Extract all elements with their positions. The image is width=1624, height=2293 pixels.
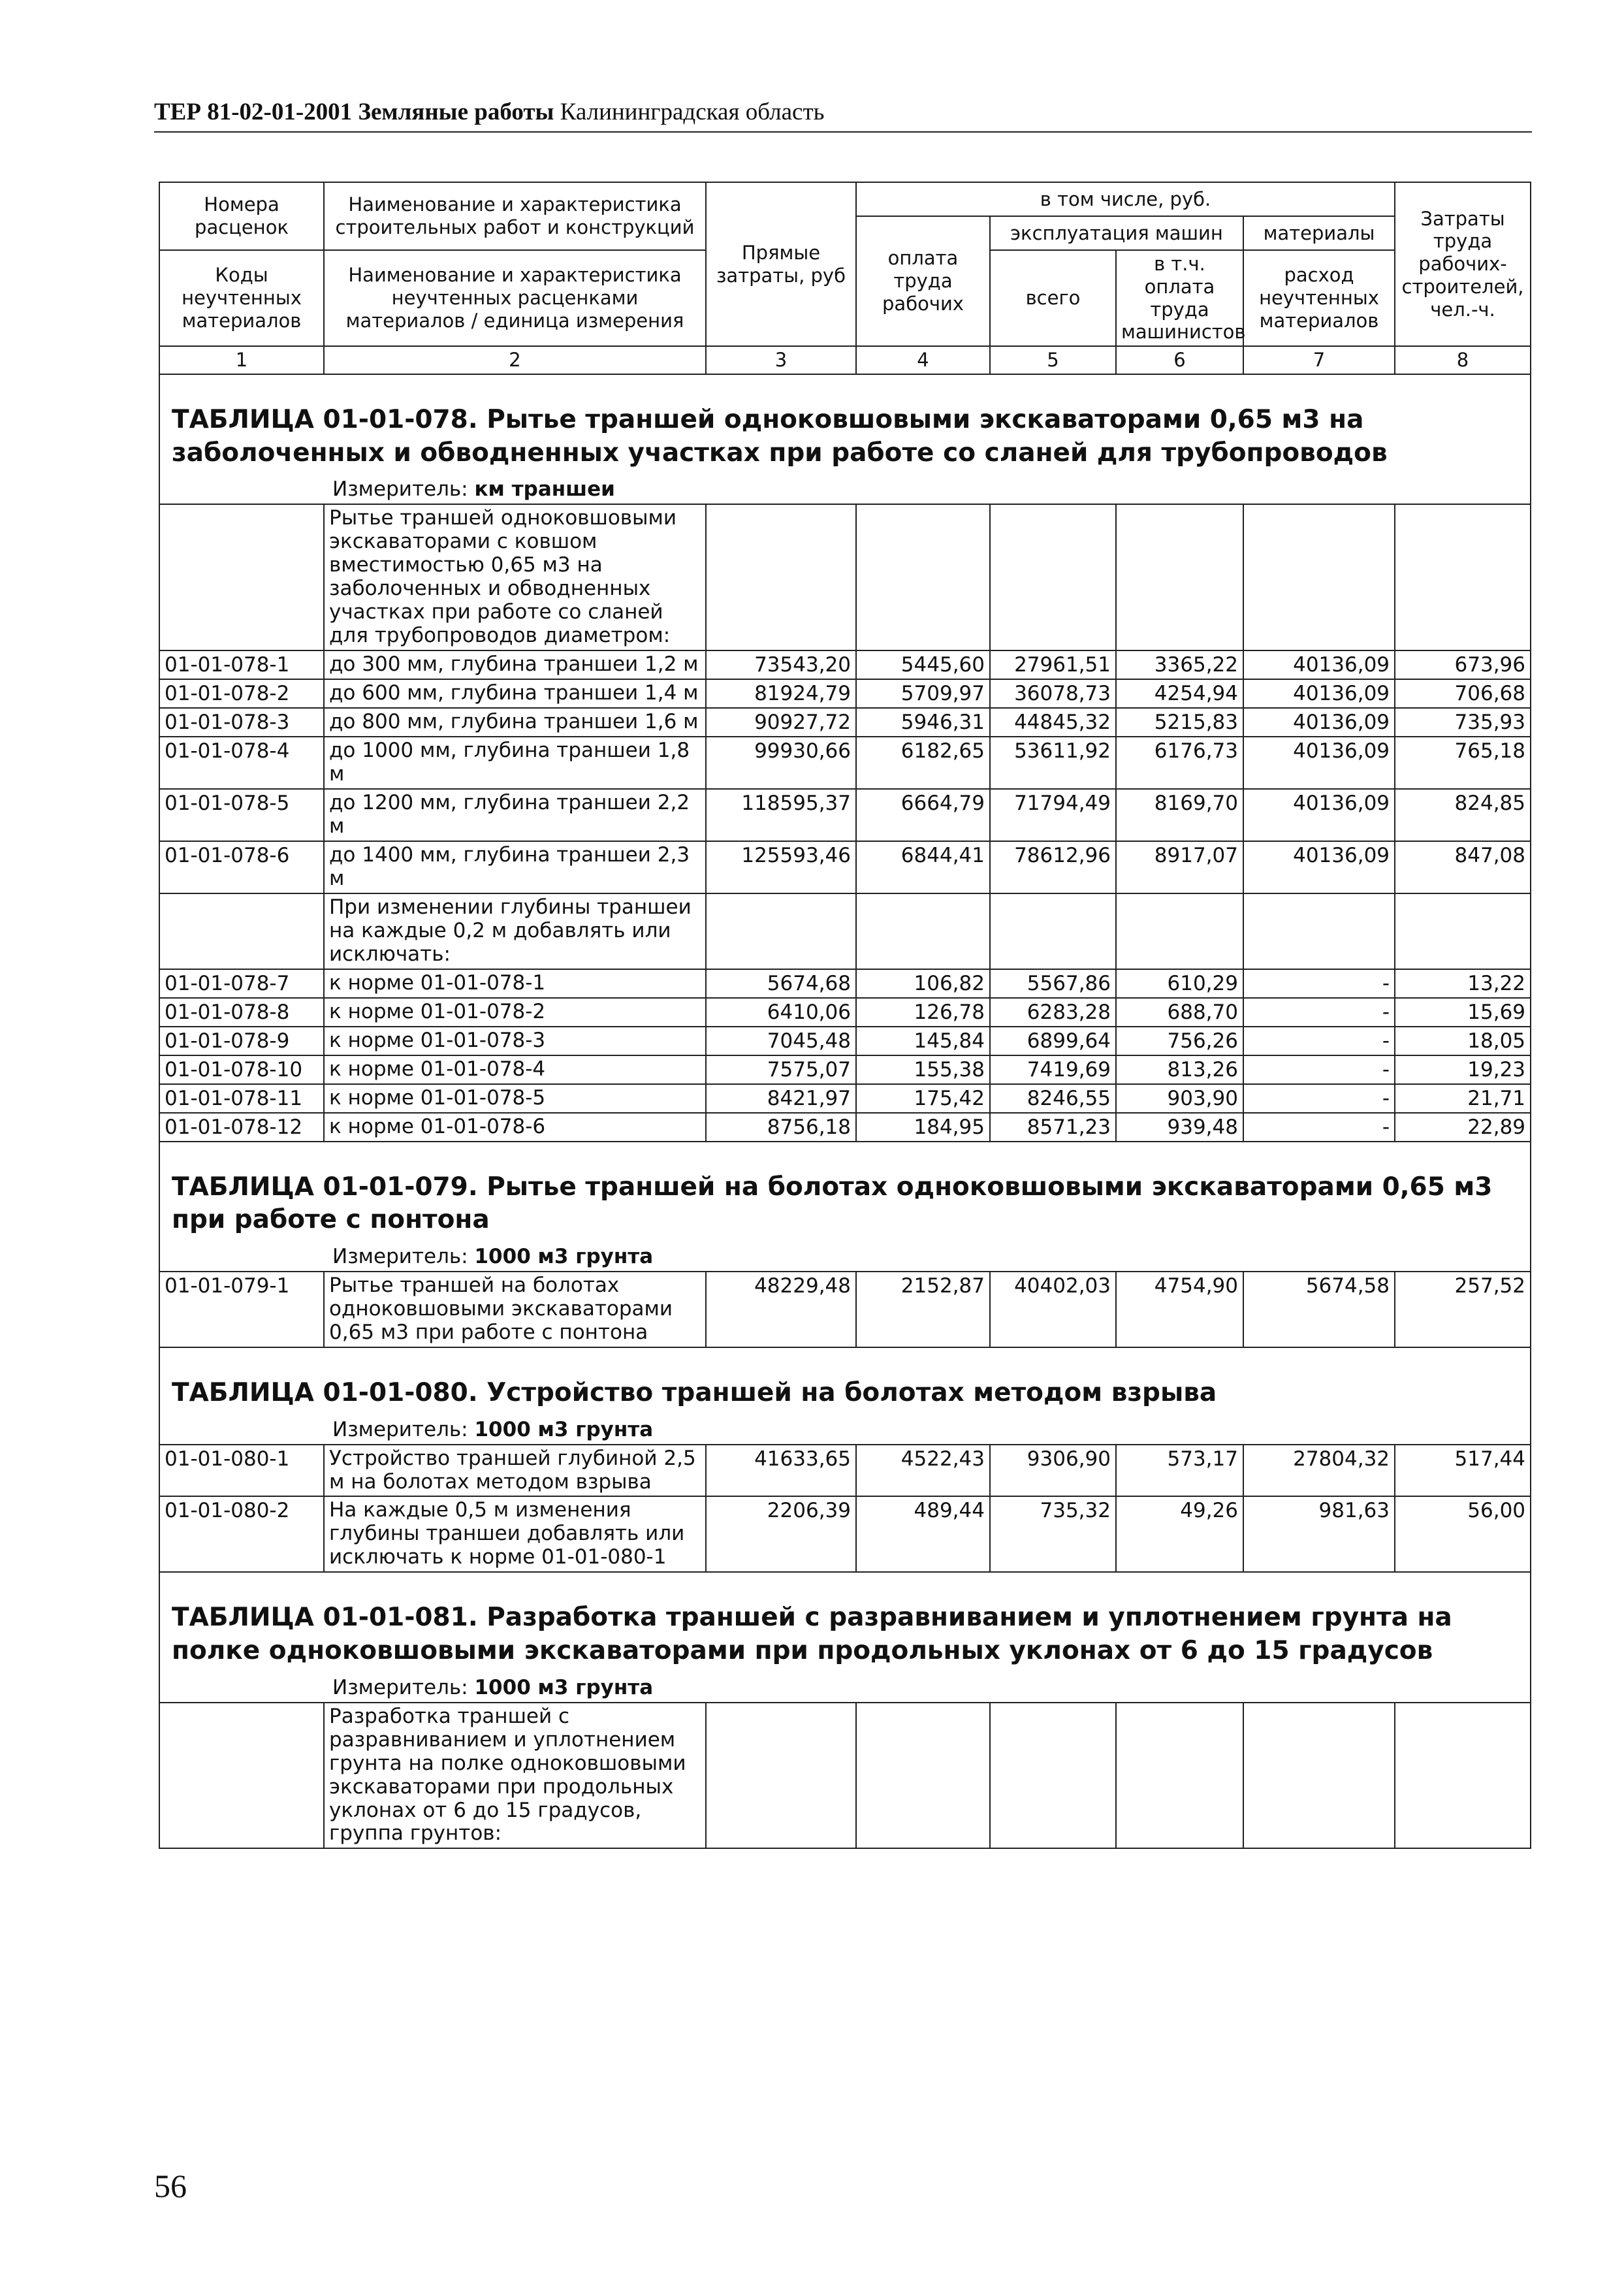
col-header-operator-wages: в т.ч. оплата труда машинистов: [1116, 250, 1243, 346]
section-title-row: [159, 1142, 1531, 1242]
table-row: [159, 1027, 1531, 1055]
machine-costs: 44845,32: [990, 708, 1116, 737]
col-header-group: в том числе, руб.: [856, 182, 1395, 216]
measure-label: Измеритель:: [332, 477, 475, 502]
price-table-document: [159, 182, 1530, 1849]
column-numbers-row: [159, 346, 1531, 374]
worker-wages: 5709,97: [856, 679, 990, 708]
material-usage: 40136,09: [1243, 737, 1395, 789]
work-description: до 1200 мм, глубина траншеи 2,2 м: [324, 789, 706, 841]
section-title: ТАБЛИЦА 01-01-079. Рытье траншей на болотах одноковшовыми экскаваторами 0,65 м3 при работе с понтона: [172, 1172, 1493, 1235]
col-header-labor: Затраты труда рабочих-строителей, чел.-ч.: [1395, 182, 1531, 346]
table-row: [159, 650, 1531, 679]
rate-code: 01-01-078-12: [159, 1113, 324, 1142]
col-number: 8: [1395, 346, 1531, 374]
rate-code: 01-01-078-9: [159, 1027, 324, 1055]
measure-label: Измеритель:: [332, 1675, 475, 1699]
machine-costs: 8571,23: [990, 1113, 1116, 1142]
col-header-direct-costs: Прямые затраты, руб: [706, 182, 856, 346]
col-number: 7: [1243, 346, 1395, 374]
section-title-cell: [159, 1572, 1531, 1673]
operator-wages: 903,90: [1116, 1084, 1243, 1113]
work-description: до 1400 мм, глубина траншеи 2,3 м: [324, 841, 706, 893]
header-region: Калининградская область: [560, 99, 825, 125]
material-usage: 27804,32: [1243, 1445, 1395, 1497]
material-usage: 40136,09: [1243, 708, 1395, 737]
labor-hours: 22,89: [1395, 1113, 1531, 1142]
header-subject: Земляные работы: [358, 99, 554, 125]
material-usage: -: [1243, 1027, 1395, 1055]
direct-costs: 118595,37: [706, 789, 856, 841]
direct-costs: 99930,66: [706, 737, 856, 789]
material-usage: -: [1243, 998, 1395, 1027]
operator-wages: [1116, 893, 1243, 969]
work-description: к норме 01-01-078-4: [324, 1055, 706, 1084]
direct-costs: 8421,97: [706, 1084, 856, 1113]
operator-wages: 5215,83: [1116, 708, 1243, 737]
work-description: Рытье траншей на болотах одноковшовыми экскаваторами 0,65 м3 при работе с понтона: [324, 1272, 706, 1347]
direct-costs: 2206,39: [706, 1496, 856, 1572]
labor-hours: [1395, 893, 1531, 969]
rate-code: [159, 1703, 324, 1849]
direct-costs: 48229,48: [706, 1272, 856, 1347]
machine-costs: 40402,03: [990, 1272, 1116, 1347]
table-body: [159, 374, 1531, 1848]
section-title: ТАБЛИЦА 01-01-078. Рытье траншей одноковшовыми экскаваторами 0,65 м3 на заболоченных и обводненных участках при работе со сланей для трубопроводов: [172, 404, 1388, 468]
work-description: до 800 мм, глубина траншеи 1,6 м: [324, 708, 706, 737]
rate-code: 01-01-078-4: [159, 737, 324, 789]
material-usage: [1243, 893, 1395, 969]
material-usage: -: [1243, 1084, 1395, 1113]
work-description: При изменении глубины траншеи на каждые 0,2 м добавлять или исключать:: [324, 893, 706, 969]
material-usage: 40136,09: [1243, 789, 1395, 841]
worker-wages: 6182,65: [856, 737, 990, 789]
worker-wages: 489,44: [856, 1496, 990, 1572]
rate-code: [159, 504, 324, 650]
material-usage: 40136,09: [1243, 679, 1395, 708]
rate-code: 01-01-078-11: [159, 1084, 324, 1113]
col-header-materials: материалы: [1243, 216, 1395, 250]
machine-costs: 27961,51: [990, 650, 1116, 679]
table-row: [159, 1272, 1531, 1347]
machine-costs: [990, 1703, 1116, 1849]
machine-costs: 735,32: [990, 1496, 1116, 1572]
operator-wages: [1116, 1703, 1243, 1849]
section-title-cell: [159, 374, 1531, 475]
section-title-row: [159, 1572, 1531, 1673]
table-row: [159, 789, 1531, 841]
machine-costs: 78612,96: [990, 841, 1116, 893]
operator-wages: 4754,90: [1116, 1272, 1243, 1347]
machine-costs: [990, 893, 1116, 969]
worker-wages: 155,38: [856, 1055, 990, 1084]
col-number: 2: [324, 346, 706, 374]
machine-costs: 7419,69: [990, 1055, 1116, 1084]
worker-wages: 5946,31: [856, 708, 990, 737]
worker-wages: [856, 893, 990, 969]
direct-costs: 73543,20: [706, 650, 856, 679]
machine-costs: 36078,73: [990, 679, 1116, 708]
operator-wages: 939,48: [1116, 1113, 1243, 1142]
work-description: к норме 01-01-078-5: [324, 1084, 706, 1113]
machine-costs: 9306,90: [990, 1445, 1116, 1497]
table-row: [159, 504, 1531, 650]
measure-unit: 1000 м3 грунта: [474, 1675, 654, 1699]
section-title: ТАБЛИЦА 01-01-080. Устройство траншей на болотах методом взрыва: [172, 1377, 1217, 1407]
material-usage: 981,63: [1243, 1496, 1395, 1572]
section-title: ТАБЛИЦА 01-01-081. Разработка траншей с разравниванием и уплотнением грунта на полке одноковшовыми экскаваторами при продольных уклонах от 6 до 15 градусов: [172, 1603, 1452, 1666]
operator-wages: 8169,70: [1116, 789, 1243, 841]
table-row: [159, 998, 1531, 1027]
machine-costs: [990, 504, 1116, 650]
labor-hours: 765,18: [1395, 737, 1531, 789]
labor-hours: 706,68: [1395, 679, 1531, 708]
operator-wages: 756,26: [1116, 1027, 1243, 1055]
table-row: [159, 1496, 1531, 1572]
col-header-name-top: Наименование и характеристика строительных работ и конструкций: [324, 182, 706, 250]
direct-costs: 7575,07: [706, 1055, 856, 1084]
rate-code: [159, 893, 324, 969]
operator-wages: 49,26: [1116, 1496, 1243, 1572]
col-number: 4: [856, 346, 990, 374]
labor-hours: 824,85: [1395, 789, 1531, 841]
direct-costs: [706, 893, 856, 969]
work-description: Разработка траншей с разравниванием и уплотнением грунта на полке одноковшовыми экскаваторами при продольных уклонах от 6 до 15 градусов, группа грунтов:: [324, 1703, 706, 1849]
worker-wages: 106,82: [856, 969, 990, 998]
rate-code: 01-01-078-10: [159, 1055, 324, 1084]
labor-hours: [1395, 504, 1531, 650]
section-title-row: [159, 374, 1531, 475]
col-header-wages: оплата труда рабочих: [856, 216, 990, 346]
table-row: [159, 893, 1531, 969]
measure-unit: км траншеи: [474, 477, 615, 502]
direct-costs: [706, 504, 856, 650]
material-usage: 40136,09: [1243, 841, 1395, 893]
labor-hours: 517,44: [1395, 1445, 1531, 1497]
header-code: ТЕР 81-02-01-2001: [154, 99, 353, 125]
worker-wages: 6844,41: [856, 841, 990, 893]
rate-code: 01-01-078-6: [159, 841, 324, 893]
operator-wages: 610,29: [1116, 969, 1243, 998]
worker-wages: 2152,87: [856, 1272, 990, 1347]
worker-wages: 184,95: [856, 1113, 990, 1142]
machine-costs: 71794,49: [990, 789, 1116, 841]
work-description: к норме 01-01-078-3: [324, 1027, 706, 1055]
labor-hours: [1395, 1703, 1531, 1849]
direct-costs: [706, 1703, 856, 1849]
rate-code: 01-01-078-3: [159, 708, 324, 737]
col-header-codes-top: Номера расценок: [159, 182, 324, 250]
measure-unit: 1000 м3 грунта: [474, 1417, 654, 1441]
direct-costs: 41633,65: [706, 1445, 856, 1497]
material-usage: [1243, 504, 1395, 650]
table-row: [159, 737, 1531, 789]
section-measure-row: [159, 475, 1531, 504]
labor-hours: 19,23: [1395, 1055, 1531, 1084]
machine-costs: 53611,92: [990, 737, 1116, 789]
material-usage: 5674,58: [1243, 1272, 1395, 1347]
worker-wages: 126,78: [856, 998, 990, 1027]
page-header: [154, 98, 1532, 133]
labor-hours: 18,05: [1395, 1027, 1531, 1055]
operator-wages: 3365,22: [1116, 650, 1243, 679]
worker-wages: 145,84: [856, 1027, 990, 1055]
operator-wages: 6176,73: [1116, 737, 1243, 789]
table-row: [159, 1055, 1531, 1084]
rate-code: 01-01-080-1: [159, 1445, 324, 1497]
material-usage: -: [1243, 1113, 1395, 1142]
work-description: до 300 мм, глубина траншеи 1,2 м: [324, 650, 706, 679]
col-header-machines-total: всего: [990, 250, 1116, 346]
material-usage: -: [1243, 969, 1395, 998]
table-row: [159, 1113, 1531, 1142]
rate-code: 01-01-079-1: [159, 1272, 324, 1347]
rate-code: 01-01-078-8: [159, 998, 324, 1027]
operator-wages: 813,26: [1116, 1055, 1243, 1084]
section-title-row: [159, 1347, 1531, 1415]
price-table: [159, 182, 1531, 1849]
labor-hours: 735,93: [1395, 708, 1531, 737]
section-measure: [159, 1415, 1531, 1445]
page-number: 56: [154, 2168, 187, 2204]
col-number: 5: [990, 346, 1116, 374]
operator-wages: 4254,94: [1116, 679, 1243, 708]
work-description: к норме 01-01-078-2: [324, 998, 706, 1027]
labor-hours: 13,22: [1395, 969, 1531, 998]
section-measure: [159, 475, 1531, 504]
section-measure-row: [159, 1242, 1531, 1272]
direct-costs: 125593,46: [706, 841, 856, 893]
work-description: до 600 мм, глубина траншеи 1,4 м: [324, 679, 706, 708]
section-measure: [159, 1242, 1531, 1272]
work-description: На каждые 0,5 м изменения глубины траншеи добавлять или исключать к норме 01-01-080-1: [324, 1496, 706, 1572]
operator-wages: 688,70: [1116, 998, 1243, 1027]
machine-costs: 6899,64: [990, 1027, 1116, 1055]
section-title-cell: [159, 1142, 1531, 1242]
rate-code: 01-01-080-2: [159, 1496, 324, 1572]
work-description: к норме 01-01-078-1: [324, 969, 706, 998]
operator-wages: 573,17: [1116, 1445, 1243, 1497]
table-row: [159, 841, 1531, 893]
section-measure-row: [159, 1415, 1531, 1445]
work-description: Устройство траншей глубиной 2,5 м на болотах методом взрыва: [324, 1445, 706, 1497]
col-number: 3: [706, 346, 856, 374]
work-description: до 1000 мм, глубина траншеи 1,8 м: [324, 737, 706, 789]
rate-code: 01-01-078-1: [159, 650, 324, 679]
table-row: [159, 1084, 1531, 1113]
direct-costs: 8756,18: [706, 1113, 856, 1142]
material-usage: -: [1243, 1055, 1395, 1084]
col-header-name-bottom: Наименование и характеристика неучтенных расценками материалов / единица измерения: [324, 250, 706, 346]
work-description: Рытье траншей одноковшовыми экскаваторами с ковшом вместимостью 0,65 м3 на заболоченных и обводненных участках при работе со сланей для трубопроводов диаметром:: [324, 504, 706, 650]
table-row: [159, 1703, 1531, 1849]
col-header-machines: эксплуатация машин: [990, 216, 1243, 250]
rate-code: 01-01-078-7: [159, 969, 324, 998]
section-measure-row: [159, 1673, 1531, 1703]
table-row: [159, 679, 1531, 708]
worker-wages: [856, 504, 990, 650]
machine-costs: 8246,55: [990, 1084, 1116, 1113]
rate-code: 01-01-078-2: [159, 679, 324, 708]
measure-unit: 1000 м3 грунта: [474, 1245, 654, 1269]
section-measure: [159, 1673, 1531, 1703]
labor-hours: 847,08: [1395, 841, 1531, 893]
operator-wages: [1116, 504, 1243, 650]
direct-costs: 6410,06: [706, 998, 856, 1027]
table-row: [159, 969, 1531, 998]
col-number: 6: [1116, 346, 1243, 374]
direct-costs: 81924,79: [706, 679, 856, 708]
labor-hours: 257,52: [1395, 1272, 1531, 1347]
labor-hours: 21,71: [1395, 1084, 1531, 1113]
section-title-cell: [159, 1347, 1531, 1415]
work-description: к норме 01-01-078-6: [324, 1113, 706, 1142]
col-header-materials-usage: расход неучтенных материалов: [1243, 250, 1395, 346]
machine-costs: 5567,86: [990, 969, 1116, 998]
direct-costs: 5674,68: [706, 969, 856, 998]
measure-label: Измеритель:: [332, 1417, 475, 1441]
labor-hours: 673,96: [1395, 650, 1531, 679]
col-header-codes-bottom: Коды неучтенных материалов: [159, 250, 324, 346]
rate-code: 01-01-078-5: [159, 789, 324, 841]
worker-wages: 5445,60: [856, 650, 990, 679]
col-number: 1: [159, 346, 324, 374]
worker-wages: 4522,43: [856, 1445, 990, 1497]
labor-hours: 56,00: [1395, 1496, 1531, 1572]
labor-hours: 15,69: [1395, 998, 1531, 1027]
measure-label: Измеритель:: [332, 1245, 475, 1269]
table-row: [159, 708, 1531, 737]
table-row: [159, 1445, 1531, 1497]
machine-costs: 6283,28: [990, 998, 1116, 1027]
operator-wages: 8917,07: [1116, 841, 1243, 893]
worker-wages: [856, 1703, 990, 1849]
table-header: [159, 182, 1531, 374]
material-usage: 40136,09: [1243, 650, 1395, 679]
worker-wages: 6664,79: [856, 789, 990, 841]
worker-wages: 175,42: [856, 1084, 990, 1113]
direct-costs: 90927,72: [706, 708, 856, 737]
material-usage: [1243, 1703, 1395, 1849]
direct-costs: 7045,48: [706, 1027, 856, 1055]
